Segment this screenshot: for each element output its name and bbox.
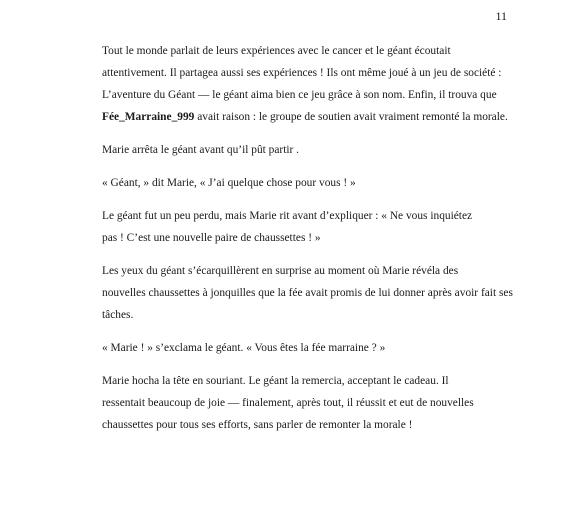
text-line (69, 106, 507, 128)
text-line: nouvelles chaussettes à jonquilles que la fée avait promis de lui donner après avoir fait ses (102, 287, 513, 299)
text-line: Marie hocha la tête en souriant. Le géant la remercia, acceptant le cadeau. Il (102, 375, 449, 387)
text-line: Les yeux du géant s’écarquillèrent en surprise au moment où Marie révéla des (102, 265, 459, 277)
paragraph-marie-speaks (69, 172, 507, 194)
paragraph-ending (69, 370, 507, 436)
text-line: ressentait beaucoup de joie — finalement, après tout, il réussit et eut de nouvelles (102, 397, 474, 409)
text-line: pas ! C’est une nouvelle paire de chaussettes ! » (102, 232, 321, 244)
paragraph-giant-exclaims (69, 337, 507, 359)
paragraph-reveal (69, 260, 513, 326)
text-line: Tout le monde parlait de leurs expériences avec le cancer et le géant écoutait (102, 45, 451, 57)
text-line: L’aventure du Géant — le géant aima bien ce jeu grâce à son nom. Enfin, il trouva que (102, 89, 497, 101)
text-line: Marie arrêta le géant avant qu’il pût partir . (102, 144, 300, 156)
story-text (69, 40, 513, 447)
text-line: chaussettes pour tous ses efforts, sans parler de remonter la morale ! (102, 419, 413, 431)
text-line: « Marie ! » s’exclama le géant. « Vous êtes la fée marraine ? » (102, 342, 386, 354)
text-fragment: avait raison : le groupe de soutien avait vraiment remonté la morale. (194, 111, 508, 123)
page-number: 11 (495, 9, 507, 23)
text-line: attentivement. Il partagea aussi ses expériences ! Ils ont même joué à un jeu de société : (102, 67, 502, 79)
paragraph-socks-explained (69, 205, 507, 249)
paragraph-support-group (69, 40, 507, 128)
text-line: tâches. (102, 309, 134, 321)
paragraph-marie-stops (69, 139, 507, 161)
text-line: Le géant fut un peu perdu, mais Marie rit avant d’expliquer : « Ne vous inquiétez (102, 210, 473, 222)
text-line: « Géant, » dit Marie, « J’ai quelque chose pour vous ! » (102, 177, 356, 189)
bold-username: Fée_Marraine_999 (102, 111, 195, 123)
